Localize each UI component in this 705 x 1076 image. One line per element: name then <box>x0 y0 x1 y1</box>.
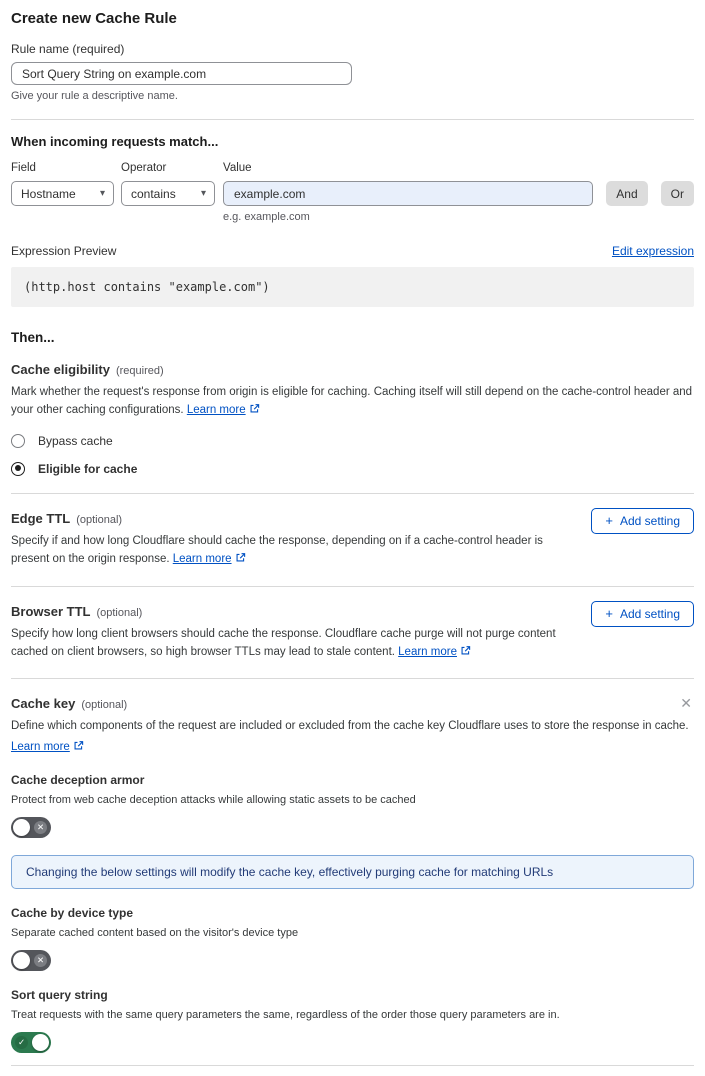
cache-deception-armor-title: Cache deception armor <box>11 773 145 788</box>
match-heading: When incoming requests match... <box>11 134 219 149</box>
and-button[interactable]: And <box>606 181 647 206</box>
radio-eligible-for-cache-label: Eligible for cache <box>38 461 138 476</box>
x-icon: ✕ <box>34 954 47 967</box>
rule-name-input[interactable] <box>11 62 352 85</box>
cache-by-device-type-title: Cache by device type <box>11 906 134 921</box>
external-link-icon <box>73 740 84 751</box>
operator-label: Operator <box>121 162 167 174</box>
toggle-knob <box>13 819 30 836</box>
edge-ttl-description: Specify if and how long Cloudflare should cache the response, depending on if a cache-control header is present on the origin response. Learn more <box>11 534 543 566</box>
expression-preview-row <box>11 244 694 258</box>
cache-key-learn-more-link[interactable]: Learn more <box>11 740 70 753</box>
cache-deception-armor-toggle[interactable] <box>11 817 51 838</box>
cache-key-optional-badge: (optional) <box>81 699 128 712</box>
chevron-down-icon: ▾ <box>200 188 206 199</box>
field-select[interactable] <box>11 181 114 206</box>
browser-ttl-learn-more-link[interactable]: Learn more <box>398 645 457 658</box>
sort-query-string-title: Sort query string <box>11 988 108 1003</box>
radio-bypass-cache[interactable] <box>11 434 694 448</box>
cache-eligibility-learn-more-link[interactable]: Learn more <box>186 404 246 417</box>
divider <box>11 119 694 120</box>
external-link-icon <box>249 403 260 414</box>
cache-key-section <box>11 696 694 1053</box>
browser-ttl-add-setting-button[interactable]: + Add setting <box>591 601 694 627</box>
rule-name-label: Rule name (required) <box>11 42 125 56</box>
check-icon: ✓ <box>15 1036 28 1049</box>
field-select-value: Hostname <box>21 186 76 201</box>
value-label: Value <box>223 162 252 174</box>
divider <box>11 493 694 494</box>
expression-preview-label: Expression Preview <box>11 244 117 258</box>
edge-ttl-optional-badge: (optional) <box>76 513 123 526</box>
value-input[interactable] <box>223 181 593 206</box>
match-condition-row <box>11 162 694 223</box>
divider <box>11 586 694 587</box>
external-link-icon <box>460 645 471 656</box>
cache-eligibility-description: Mark whether the request's response from origin is eligible for caching. Caching itself will still depend on the cache-control header and your other caching configurations. Learn more <box>11 386 693 417</box>
cache-key-warning-banner: Changing the below settings will modify the cache key, effectively purging cache for matching URLs <box>11 855 694 889</box>
close-icon[interactable]: ✕ <box>680 695 692 712</box>
then-heading: Then... <box>11 330 55 345</box>
sort-query-string-toggle[interactable] <box>11 1032 51 1053</box>
cache-eligibility-title: Cache eligibility <box>11 362 110 377</box>
toggle-knob <box>32 1034 49 1051</box>
cache-deception-armor-description: Protect from web cache deception attacks while allowing static assets to be cached <box>11 794 416 807</box>
edge-ttl-learn-more-link[interactable]: Learn more <box>172 553 232 566</box>
chevron-down-icon: ▾ <box>99 188 105 199</box>
radio-button-icon[interactable] <box>11 462 25 476</box>
external-link-icon <box>235 552 246 563</box>
plus-icon: + <box>605 513 613 529</box>
sort-query-string-description: Treat requests with the same query parameters the same, regardless of the order those query parameters are in. <box>11 1009 560 1022</box>
browser-ttl-description: Specify how long client browsers should cache the response. Cloudflare cache purge will not purge content cached on client browsers, so high browser TTLs may lead to stale content. Learn more <box>11 627 556 658</box>
field-label: Field <box>11 162 36 174</box>
browser-ttl-section <box>11 604 694 662</box>
toggle-knob <box>13 952 30 969</box>
plus-icon: + <box>605 606 613 622</box>
page-title: Create new Cache Rule <box>11 10 177 27</box>
radio-button-icon[interactable] <box>11 434 25 448</box>
radio-eligible-for-cache[interactable] <box>11 462 694 476</box>
divider <box>11 678 694 679</box>
cache-by-device-type-description: Separate cached content based on the visitor's device type <box>11 927 299 940</box>
cache-by-device-type-toggle[interactable] <box>11 950 51 971</box>
value-helper: e.g. example.com <box>223 211 310 223</box>
operator-select[interactable] <box>121 181 215 206</box>
expression-code: (http.host contains "example.com") <box>11 267 694 307</box>
radio-bypass-cache-label: Bypass cache <box>38 433 113 448</box>
browser-ttl-title: Browser TTL <box>11 603 91 619</box>
browser-ttl-optional-badge: (optional) <box>96 606 143 619</box>
edit-expression-link[interactable]: Edit expression <box>611 244 694 258</box>
cache-eligibility-required-badge: (required) <box>115 365 164 377</box>
cache-key-description: Define which components of the request are included or excluded from the cache key Cloudflare uses to store the response in cache. <box>11 720 689 733</box>
cache-key-title: Cache key <box>11 696 76 712</box>
operator-select-value: contains <box>131 186 176 201</box>
x-icon: ✕ <box>34 821 47 834</box>
edge-ttl-add-setting-button[interactable]: + Add setting <box>591 508 694 534</box>
or-button[interactable]: Or <box>661 181 694 206</box>
divider <box>11 1065 694 1066</box>
edge-ttl-section <box>11 511 694 569</box>
edge-ttl-title: Edge TTL <box>11 510 71 526</box>
rule-name-helper: Give your rule a descriptive name. <box>11 90 178 102</box>
